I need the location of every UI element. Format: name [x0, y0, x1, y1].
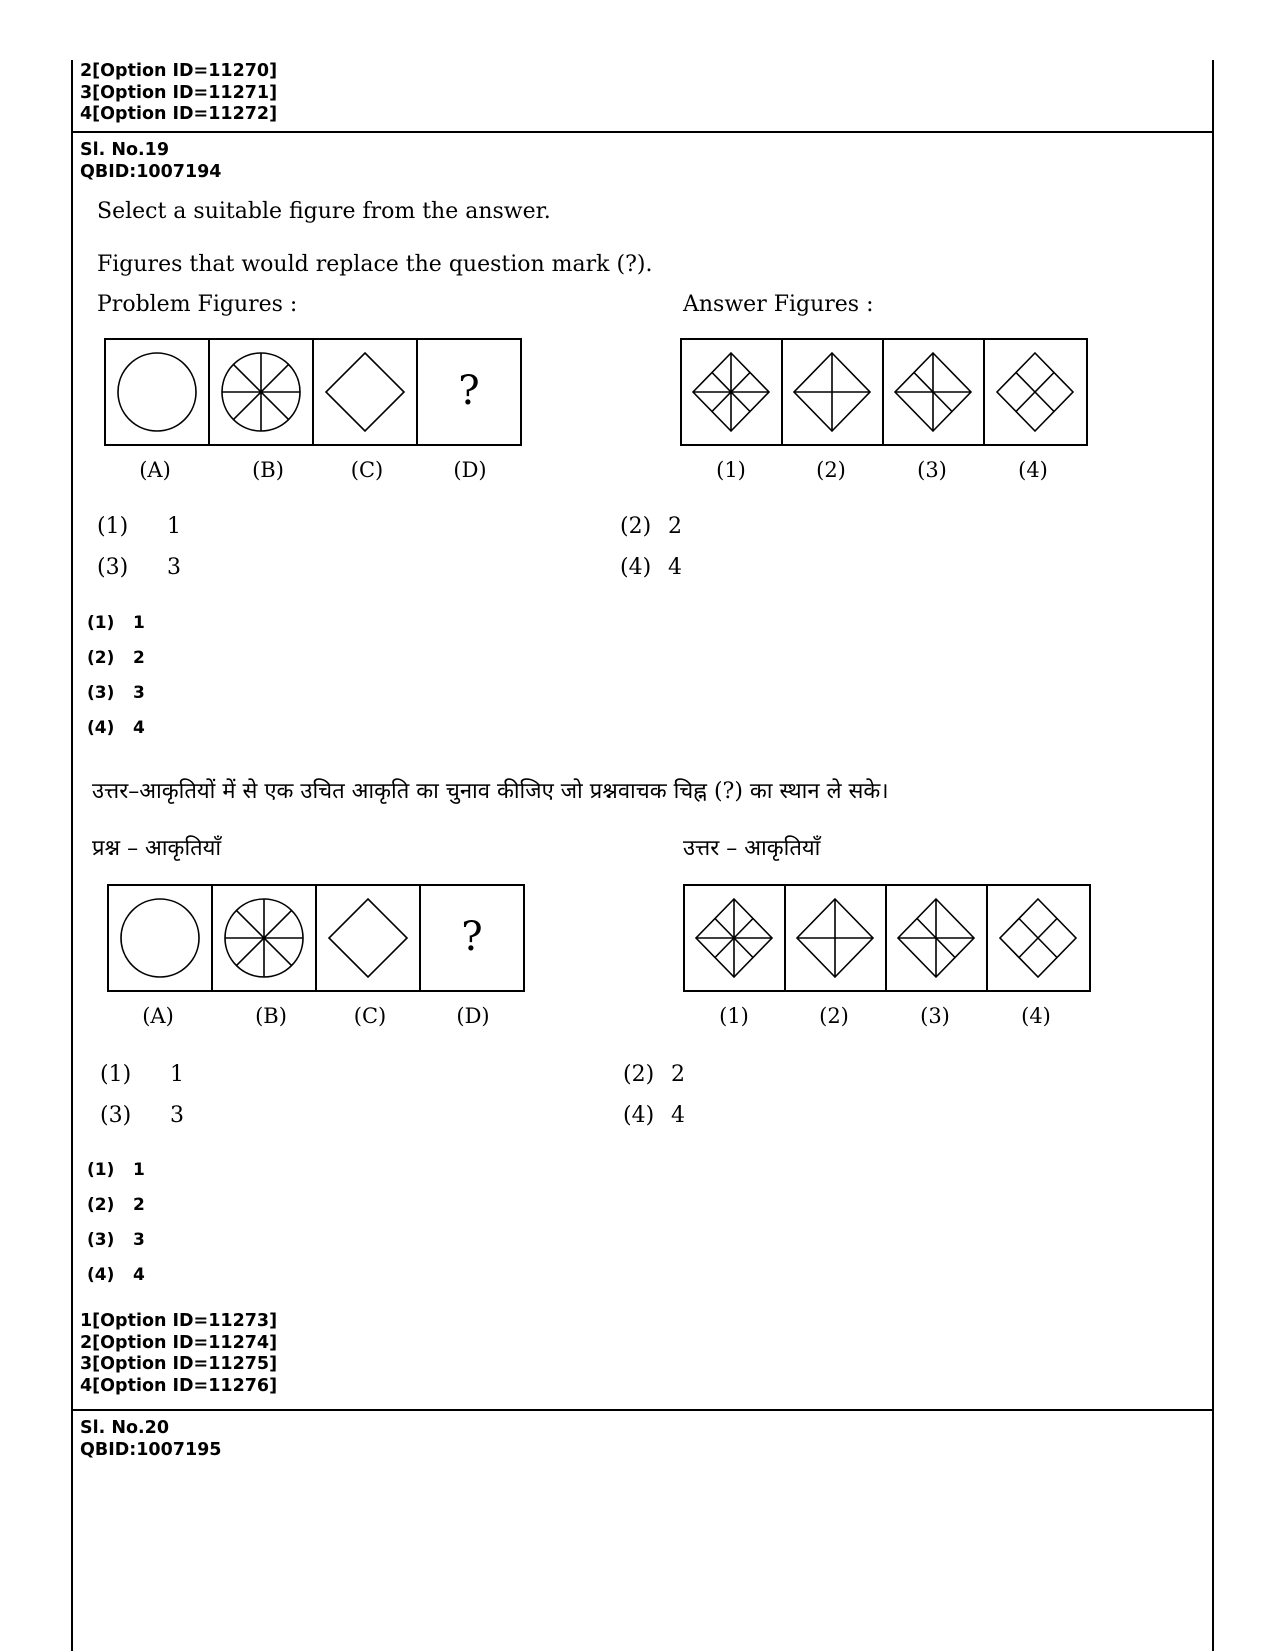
- problem-figures: [107, 884, 527, 994]
- figure-label: (4): [1018, 458, 1048, 482]
- choice: [623, 1103, 685, 1128]
- question-text: Select a suitable figure from the answer.: [97, 199, 551, 224]
- option-id: 4[Option ID=11276]: [80, 1375, 278, 1396]
- option-row: [87, 1195, 145, 1215]
- question-text: Figures that would replace the question mark (?).: [97, 252, 653, 277]
- option-row: [87, 648, 145, 668]
- option-number: (4): [87, 1265, 115, 1285]
- option-row: [87, 683, 145, 703]
- option-id: 4[Option ID=11272]: [80, 104, 278, 124]
- qbid: QBID:1007195: [80, 1439, 222, 1460]
- option-number: (1): [87, 1160, 115, 1180]
- choice: [620, 555, 682, 580]
- choice-value: 2: [671, 1062, 685, 1087]
- question-header: [80, 1418, 222, 1461]
- choice: [97, 555, 181, 580]
- option-row: [87, 718, 145, 738]
- option-value: 1: [133, 613, 145, 633]
- choice-value: 3: [170, 1103, 184, 1128]
- figure-label: (3): [920, 1004, 950, 1028]
- answer-figures-heading: Answer Figures :: [683, 292, 874, 317]
- option-id: 3[Option ID=11275]: [80, 1354, 278, 1374]
- answer-figures-heading-hindi: उत्तर – आकृतियाँ: [683, 836, 821, 861]
- option-value: 3: [133, 1230, 145, 1250]
- option-value: 3: [133, 683, 145, 703]
- answer-figures: [680, 338, 1090, 448]
- option-value: 1: [133, 1160, 145, 1180]
- option-id: 3[Option ID=11271]: [80, 82, 278, 103]
- choice: [100, 1103, 184, 1128]
- question-header: [80, 140, 222, 183]
- question-mark: ?: [461, 914, 483, 960]
- choice-number: (3): [100, 1103, 132, 1128]
- serial-number: Sl. No.19: [80, 140, 170, 160]
- choice-number: (1): [97, 514, 129, 539]
- figure-label: (2): [819, 1004, 849, 1028]
- divider: [72, 131, 1214, 133]
- figure-label: (3): [917, 458, 947, 482]
- figure-label: (1): [719, 1004, 749, 1028]
- choice: [620, 514, 682, 539]
- figure-label: (C): [350, 458, 384, 482]
- figure-label: (C): [353, 1004, 387, 1028]
- figure-label: (D): [456, 1004, 490, 1028]
- option-number: (1): [87, 613, 115, 633]
- choice-value: 4: [668, 555, 682, 580]
- option-id: 2[Option ID=11274]: [80, 1332, 278, 1353]
- right-border: [1212, 60, 1214, 1651]
- option-row: [87, 1265, 145, 1285]
- option-id: 1[Option ID=11273]: [80, 1311, 278, 1331]
- option-value: 2: [133, 1195, 145, 1215]
- choice: [97, 514, 181, 539]
- problem-figures-heading: Problem Figures :: [97, 292, 298, 317]
- figure-label: (A): [142, 1004, 174, 1028]
- option-id-list: [80, 61, 277, 126]
- option-row: [87, 1160, 145, 1180]
- figure-label: (B): [252, 458, 284, 482]
- choice-number: (1): [100, 1062, 132, 1087]
- choice-value: 1: [167, 514, 181, 539]
- problem-figures-heading-hindi: प्रश्न – आकृतियाँ: [92, 836, 222, 861]
- divider: [72, 1409, 1214, 1411]
- figure-label: (D): [453, 458, 487, 482]
- choice-value: 3: [167, 555, 181, 580]
- problem-figures: [104, 338, 524, 448]
- choice-number: (3): [97, 555, 129, 580]
- choice-value: 2: [668, 514, 682, 539]
- qbid: QBID:1007194: [80, 161, 222, 182]
- option-number: (3): [87, 1230, 115, 1250]
- choice-number: (4): [620, 555, 652, 580]
- choice-number: (2): [620, 514, 652, 539]
- choice-value: 4: [671, 1103, 685, 1128]
- option-id: 2[Option ID=11270]: [80, 61, 278, 81]
- choice-number: (4): [623, 1103, 655, 1128]
- figure-label: (4): [1021, 1004, 1051, 1028]
- question-mark: ?: [458, 368, 480, 414]
- option-value: 2: [133, 648, 145, 668]
- figure-label: (1): [716, 458, 746, 482]
- option-row: [87, 613, 145, 633]
- left-border: [71, 60, 73, 1651]
- choice-value: 1: [170, 1062, 184, 1087]
- question-text-hindi: उत्तर–आकृतियों में से एक उचित आकृति का चुनाव कीजिए जो प्रश्नवाचक चिह्न (?) का स्थान ले सके।: [92, 779, 889, 804]
- figure-label: (2): [816, 458, 846, 482]
- figure-label: (A): [139, 458, 171, 482]
- serial-number: Sl. No.20: [80, 1418, 170, 1438]
- option-row: [87, 1230, 145, 1250]
- choice-number: (2): [623, 1062, 655, 1087]
- option-id-list: [80, 1311, 277, 1397]
- option-value: 4: [133, 718, 145, 738]
- choice: [100, 1062, 184, 1087]
- option-number: (3): [87, 683, 115, 703]
- option-number: (2): [87, 1195, 115, 1215]
- figure-label: (B): [255, 1004, 287, 1028]
- option-number: (2): [87, 648, 115, 668]
- option-value: 4: [133, 1265, 145, 1285]
- option-number: (4): [87, 718, 115, 738]
- answer-figures: [683, 884, 1093, 994]
- choice: [623, 1062, 685, 1087]
